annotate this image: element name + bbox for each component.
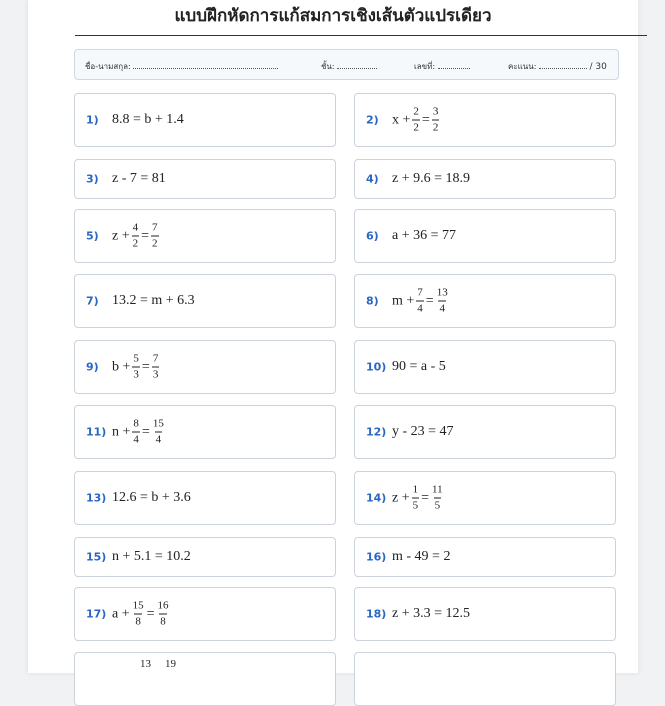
- problem-equation: [111, 419, 166, 446]
- class-field: [321, 60, 377, 73]
- fraction-numerator: 2: [413, 105, 419, 118]
- equation-text: z - 7 = 81: [112, 171, 166, 186]
- problem-number: 13): [86, 491, 107, 505]
- problem-card: [74, 471, 336, 525]
- problem-card: [74, 159, 336, 199]
- problem-number: 5): [86, 229, 99, 243]
- fraction-numerator: 1: [412, 483, 419, 496]
- problem-equation: [391, 606, 471, 622]
- name-label: ชื่อ-นามสกุล:: [85, 62, 131, 71]
- fraction-numerator: 15: [152, 417, 164, 430]
- fraction-numerator: 13: [436, 286, 448, 299]
- fraction-denominator: 8: [160, 615, 166, 628]
- fraction: [132, 223, 140, 250]
- fraction: [132, 601, 145, 628]
- fraction: [164, 659, 177, 672]
- problem-card: [354, 209, 616, 263]
- score-field: [508, 60, 607, 73]
- fraction-numerator: 3: [432, 105, 439, 118]
- problem-equation: [111, 171, 167, 187]
- fraction-numerator: 7: [417, 286, 423, 299]
- class-label: ชั้น:: [321, 62, 335, 71]
- score-total: / 30: [589, 62, 607, 72]
- fraction-denominator: 2: [152, 237, 158, 250]
- problem-number: 4): [366, 172, 379, 186]
- fraction: [416, 288, 424, 315]
- problem-card: [74, 340, 336, 394]
- equation-text: z + 3.3 = 12.5: [392, 606, 471, 621]
- problem-equation: [391, 288, 450, 315]
- title-divider: [75, 35, 647, 36]
- name-field: [85, 60, 278, 73]
- problem-number: 2): [366, 113, 379, 127]
- problem-card: [74, 274, 336, 328]
- problem-number: 7): [86, 294, 99, 308]
- problem-number: 11): [86, 425, 107, 439]
- fraction-numerator: 8: [133, 417, 139, 430]
- score-label: คะแนน:: [508, 62, 537, 71]
- equation-text: y - 23 = 47: [392, 424, 454, 439]
- problem-equation: [111, 601, 171, 628]
- problem-number: 9): [86, 360, 99, 374]
- equation-text: =: [421, 490, 430, 505]
- problem-number: 17): [86, 607, 107, 621]
- problem-equation: [391, 228, 457, 244]
- problem-equation: [391, 549, 451, 565]
- problem-card: [354, 652, 616, 706]
- fraction-denominator: 2: [432, 121, 439, 134]
- problem-number: 8): [366, 294, 379, 308]
- fraction: [436, 288, 449, 315]
- problem-card: [74, 405, 336, 459]
- fraction-denominator: 2: [413, 121, 419, 134]
- equation-text: =: [141, 424, 150, 439]
- problem-number: 18): [366, 607, 387, 621]
- fraction-numerator: 13: [140, 658, 151, 670]
- equation-text: 90 = a - 5: [392, 359, 446, 374]
- fraction-denominator: 3: [133, 368, 139, 381]
- fraction: [157, 601, 170, 628]
- equation-text: =: [141, 228, 150, 243]
- name-blank: [133, 61, 278, 69]
- fraction: [151, 223, 159, 250]
- problem-card: [74, 652, 336, 706]
- fraction: [432, 107, 440, 134]
- equation-text: 8.8 = b + 1.4: [112, 112, 184, 127]
- problem-card: [74, 209, 336, 263]
- fraction: [132, 354, 140, 381]
- problem-equation: [111, 549, 192, 565]
- fraction-denominator: 2: [132, 237, 139, 250]
- fraction-numerator: 7: [152, 221, 158, 234]
- problem-number: 12): [366, 425, 387, 439]
- problem-card: [354, 405, 616, 459]
- problem-equation: [111, 112, 185, 128]
- equation-text: z +: [112, 228, 130, 243]
- problem-number: 14): [366, 491, 387, 505]
- problem-equation: [133, 659, 183, 672]
- worksheet-page: [28, 0, 638, 673]
- fraction-numerator: 19: [165, 658, 176, 670]
- fraction-denominator: 4: [133, 433, 139, 446]
- equation-text: b +: [112, 359, 131, 374]
- problem-card: [354, 537, 616, 577]
- page-title: แบบฝึกหัดการแก้สมการเชิงเส้นตัวแปรเดียว: [174, 6, 492, 26]
- equation-text: m +: [392, 293, 415, 308]
- fraction-denominator: 4: [155, 433, 162, 446]
- equation-text: a +: [112, 606, 130, 621]
- fraction: [412, 107, 420, 134]
- fraction-denominator: 8: [135, 615, 141, 628]
- fraction: [431, 485, 444, 512]
- fraction-numerator: 4: [132, 221, 139, 234]
- student-info-bar: [74, 49, 619, 80]
- number-label: เลขที่:: [414, 62, 436, 71]
- equation-text: n + 5.1 = 10.2: [112, 549, 191, 564]
- equation-text: =: [421, 112, 430, 127]
- equation-text: n +: [112, 424, 131, 439]
- problem-card: [74, 537, 336, 577]
- equation-text: =: [146, 606, 155, 621]
- problem-equation: [391, 359, 447, 375]
- number-field: [414, 60, 470, 73]
- fraction-numerator: 7: [152, 352, 159, 365]
- equation-text: m - 49 = 2: [392, 549, 451, 564]
- fraction-numerator: 15: [132, 599, 144, 612]
- problem-equation: [391, 485, 445, 512]
- fraction-denominator: 3: [152, 368, 159, 381]
- problem-card: [74, 93, 336, 147]
- equation-text: =: [141, 359, 150, 374]
- equation-text: 13.2 = m + 6.3: [112, 293, 195, 308]
- fraction-numerator: 16: [157, 599, 169, 612]
- problem-equation: [391, 424, 455, 440]
- fraction-numerator: 11: [432, 483, 443, 496]
- equation-text: x +: [392, 112, 411, 127]
- problem-card: [354, 471, 616, 525]
- equation-text: a + 36 = 77: [392, 228, 457, 243]
- problem-number: 3): [86, 172, 99, 186]
- equation-text: =: [425, 293, 434, 308]
- problem-equation: [111, 293, 196, 309]
- class-blank: [337, 61, 377, 69]
- score-blank: [539, 61, 587, 69]
- fraction-denominator: 5: [412, 499, 419, 512]
- problem-card: [354, 274, 616, 328]
- problem-number: 6): [366, 229, 379, 243]
- fraction-numerator: 5: [133, 352, 139, 365]
- fraction: [152, 354, 160, 381]
- problem-number: 15): [86, 550, 107, 564]
- problem-card: [354, 159, 616, 199]
- problem-equation: [111, 354, 160, 381]
- problem-card: [354, 587, 616, 641]
- fraction-denominator: 4: [439, 302, 445, 315]
- fraction: [132, 419, 140, 446]
- problem-equation: [391, 171, 471, 187]
- problem-equation: [111, 490, 192, 506]
- equation-text: 12.6 = b + 3.6: [112, 490, 191, 505]
- equation-text: z + 9.6 = 18.9: [392, 171, 471, 186]
- equation-text: z +: [392, 490, 410, 505]
- problem-equation: [111, 223, 160, 250]
- problem-equation: [391, 107, 440, 134]
- fraction: [152, 419, 165, 446]
- fraction: [139, 659, 152, 672]
- problem-card: [354, 93, 616, 147]
- problem-card: [354, 340, 616, 394]
- problem-card: [74, 587, 336, 641]
- problem-number: 10): [366, 360, 387, 374]
- problem-number: 1): [86, 113, 99, 127]
- problem-number: 16): [366, 550, 387, 564]
- fraction-denominator: 4: [417, 302, 423, 315]
- fraction: [412, 485, 420, 512]
- number-blank: [438, 61, 470, 69]
- fraction-denominator: 5: [434, 499, 441, 512]
